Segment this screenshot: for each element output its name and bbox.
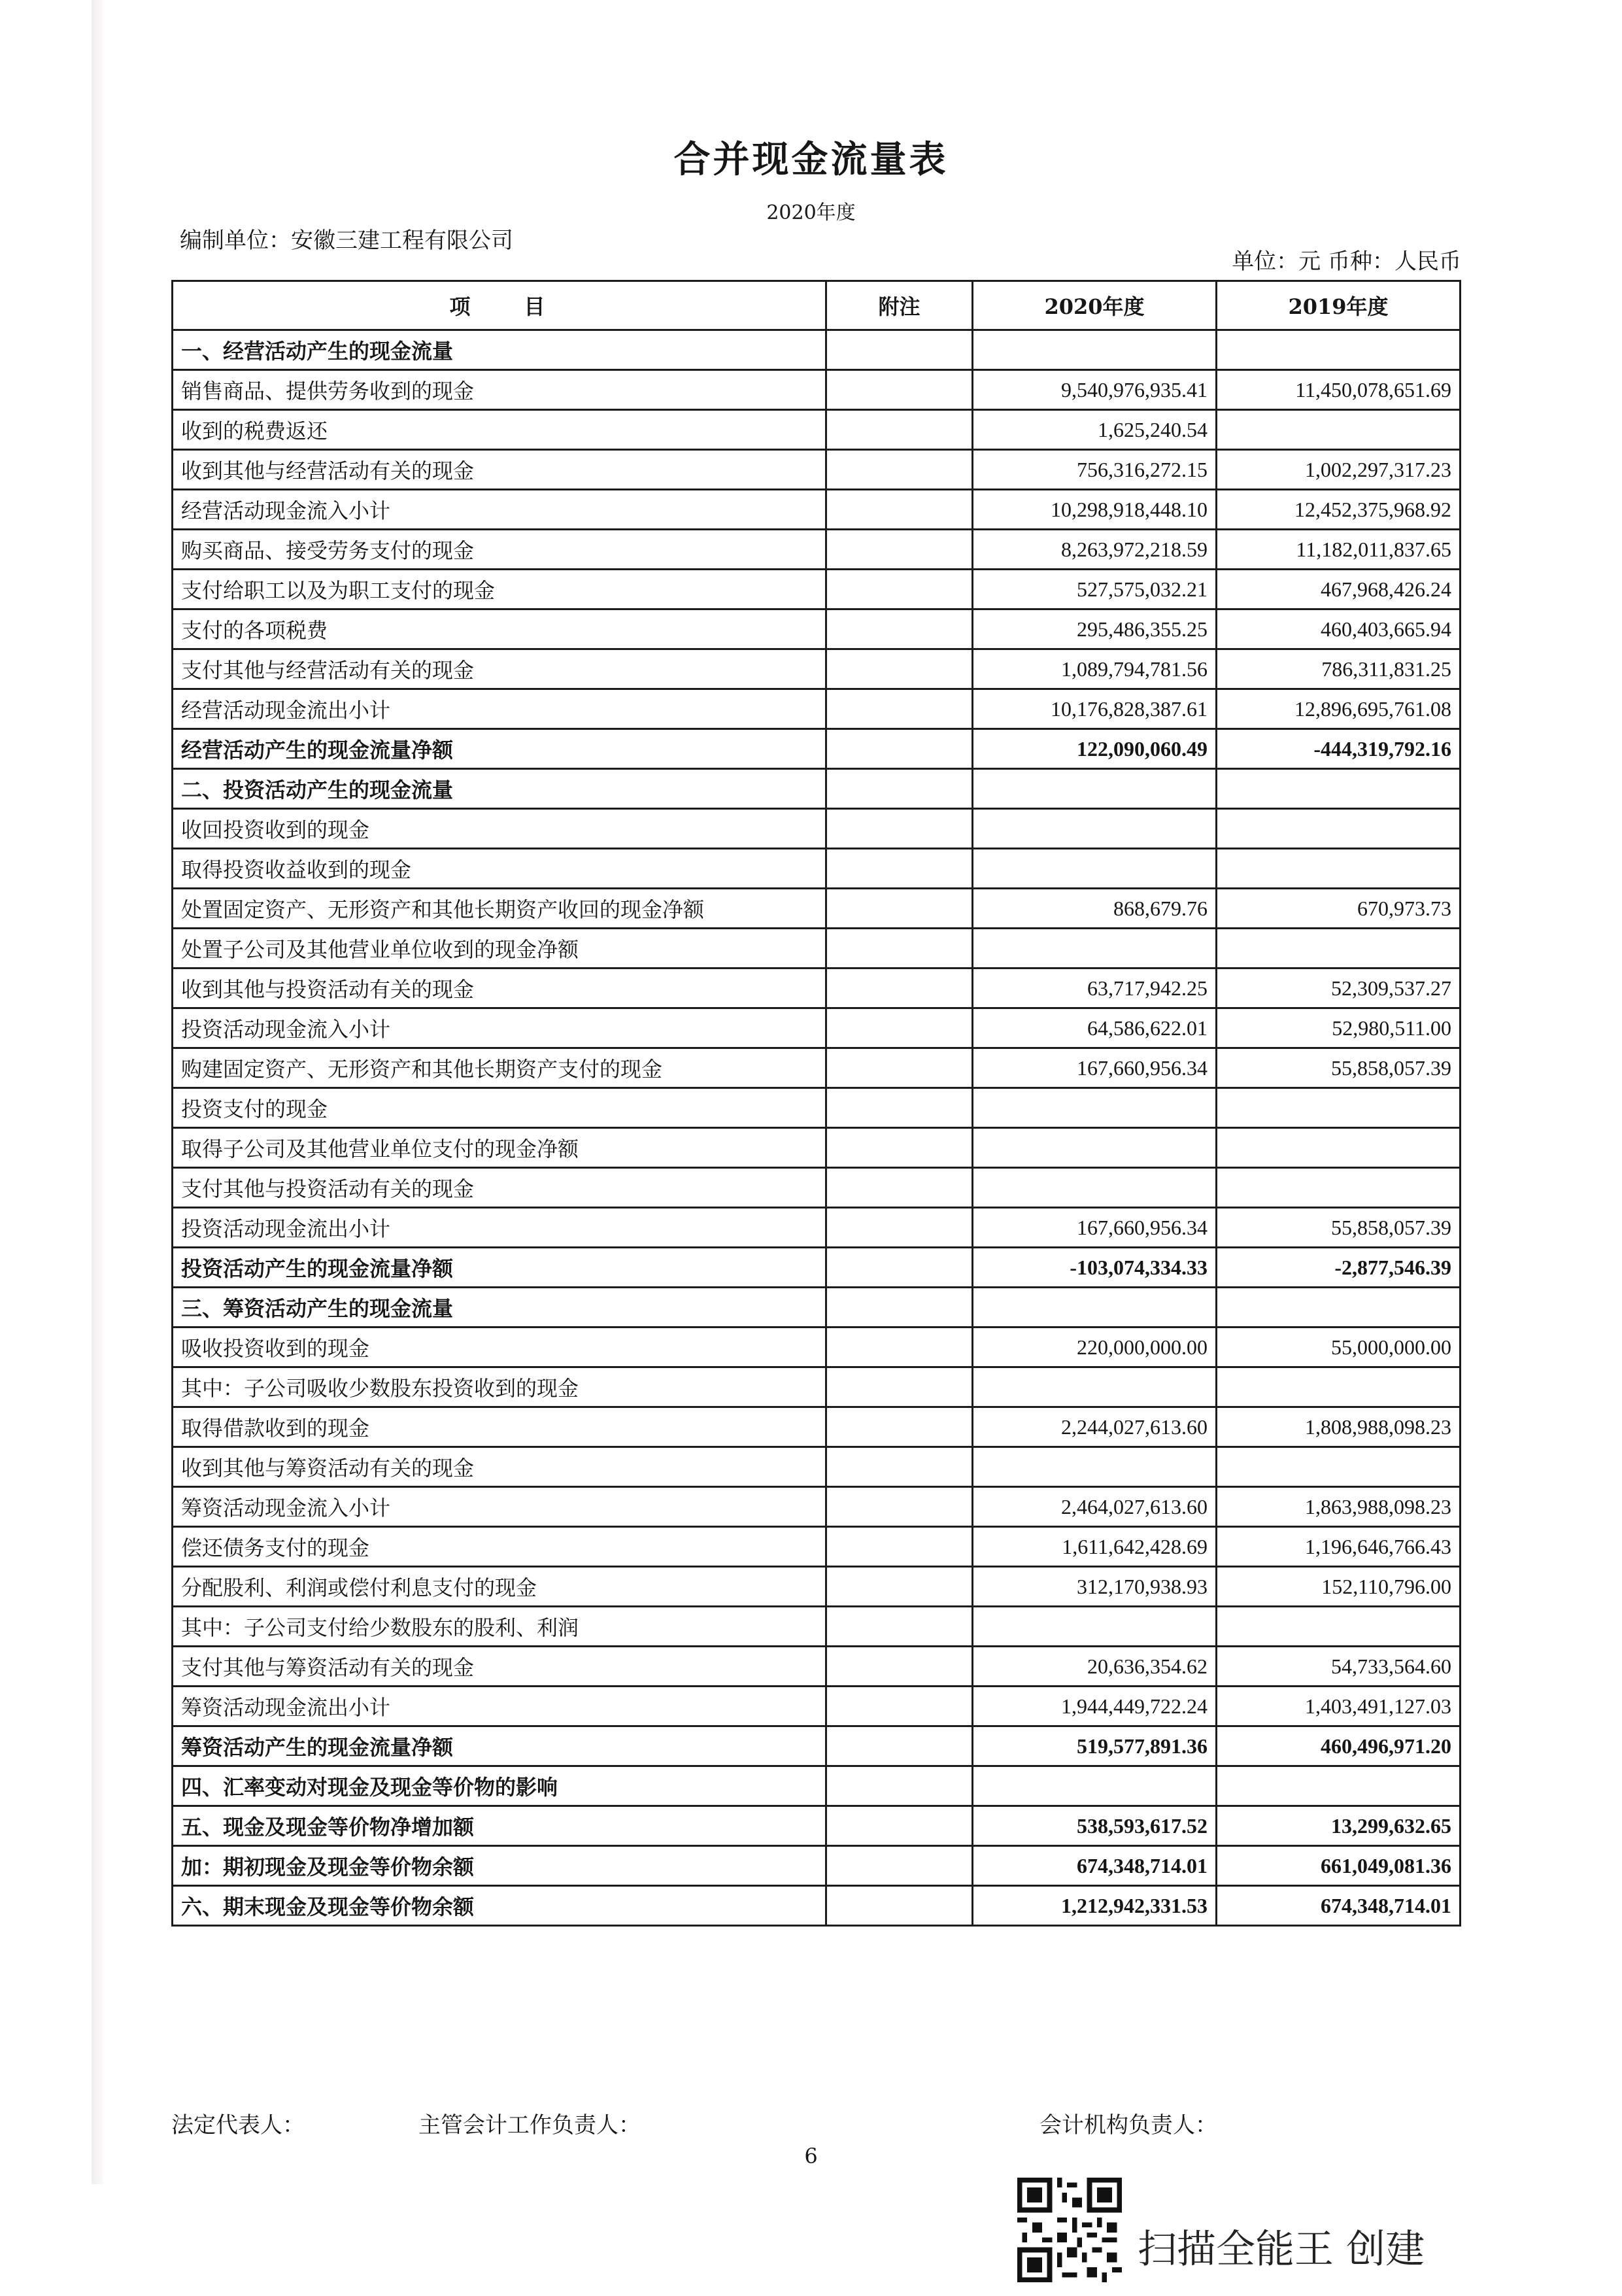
row-note — [826, 849, 973, 889]
column-header-2020: 2020年度 — [973, 281, 1217, 330]
row-value-2020: 519,577,891.36 — [973, 1726, 1217, 1766]
row-value-2020: 1,089,794,781.56 — [973, 649, 1217, 689]
row-value-2020 — [973, 1607, 1217, 1647]
row-label: 经营活动产生的现金流量净额 — [173, 729, 826, 769]
table-row — [173, 330, 1461, 370]
row-value-2019: 467,968,426.24 — [1217, 570, 1461, 609]
row-value-2019: 52,980,511.00 — [1217, 1008, 1461, 1048]
row-note — [826, 968, 973, 1008]
row-value-2019 — [1217, 769, 1461, 809]
row-note — [826, 929, 973, 968]
row-note — [826, 1328, 973, 1367]
row-note — [826, 1647, 973, 1687]
table-row — [173, 490, 1461, 530]
row-note — [826, 1687, 973, 1726]
row-label: 三、筹资活动产生的现金流量 — [173, 1288, 826, 1328]
row-value-2019: 1,002,297,317.23 — [1217, 450, 1461, 490]
row-note — [826, 889, 973, 929]
row-label: 收到其他与投资活动有关的现金 — [173, 968, 826, 1008]
table-row — [173, 1447, 1461, 1487]
row-label: 筹资活动产生的现金流量净额 — [173, 1726, 826, 1766]
row-label: 吸收投资收到的现金 — [173, 1328, 826, 1367]
row-value-2019: 1,863,988,098.23 — [1217, 1487, 1461, 1527]
qr-code-icon — [1017, 2178, 1122, 2282]
row-value-2020 — [973, 1766, 1217, 1806]
table-row — [173, 1846, 1461, 1886]
table-body — [173, 330, 1461, 1926]
row-value-2019 — [1217, 1766, 1461, 1806]
row-value-2019: 55,858,057.39 — [1217, 1208, 1461, 1248]
row-label: 支付的各项税费 — [173, 609, 826, 649]
row-value-2019: 54,733,564.60 — [1217, 1647, 1461, 1687]
row-label: 一、经营活动产生的现金流量 — [173, 330, 826, 370]
report-period: 2020年度 — [766, 201, 856, 224]
table-row — [173, 968, 1461, 1008]
row-label: 偿还债务支付的现金 — [173, 1527, 826, 1567]
row-note — [826, 729, 973, 769]
row-label: 投资活动现金流入小计 — [173, 1008, 826, 1048]
row-value-2020: 1,625,240.54 — [973, 410, 1217, 450]
row-value-2019 — [1217, 809, 1461, 849]
row-label: 处置固定资产、无形资产和其他长期资产收回的现金净额 — [173, 889, 826, 929]
row-value-2020 — [973, 330, 1217, 370]
row-value-2020: 167,660,956.34 — [973, 1048, 1217, 1088]
row-value-2020 — [973, 929, 1217, 968]
table-row — [173, 1008, 1461, 1048]
row-value-2020: 312,170,938.93 — [973, 1567, 1217, 1607]
row-label: 加：期初现金及现金等价物余额 — [173, 1846, 826, 1886]
row-value-2020 — [973, 1088, 1217, 1128]
row-value-2019: 12,452,375,968.92 — [1217, 490, 1461, 530]
row-value-2019: 55,000,000.00 — [1217, 1328, 1461, 1367]
table-row — [173, 1806, 1461, 1846]
table-row — [173, 1088, 1461, 1128]
row-value-2020: -103,074,334.33 — [973, 1248, 1217, 1288]
row-value-2020: 10,176,828,387.61 — [973, 689, 1217, 729]
row-label: 二、投资活动产生的现金流量 — [173, 769, 826, 809]
row-value-2019: 1,196,646,766.43 — [1217, 1527, 1461, 1567]
table-row — [173, 689, 1461, 729]
page-number: 6 — [804, 2144, 818, 2168]
row-value-2019 — [1217, 929, 1461, 968]
row-value-2019 — [1217, 1607, 1461, 1647]
row-value-2019 — [1217, 330, 1461, 370]
scanner-watermark: 扫描全能王 创建 — [1138, 2227, 1425, 2272]
row-label: 收到的税费返还 — [173, 410, 826, 450]
row-value-2020: 64,586,622.01 — [973, 1008, 1217, 1048]
row-note — [826, 570, 973, 609]
row-note — [826, 410, 973, 450]
row-value-2020: 122,090,060.49 — [973, 729, 1217, 769]
row-label: 购买商品、接受劳务支付的现金 — [173, 530, 826, 570]
row-value-2019: 12,896,695,761.08 — [1217, 689, 1461, 729]
table-row — [173, 1687, 1461, 1726]
row-label: 经营活动现金流入小计 — [173, 490, 826, 530]
row-value-2019: -2,877,546.39 — [1217, 1248, 1461, 1288]
table-row — [173, 1886, 1461, 1926]
row-value-2020: 2,244,027,613.60 — [973, 1407, 1217, 1447]
table-row — [173, 1407, 1461, 1447]
row-note — [826, 1726, 973, 1766]
row-value-2020: 674,348,714.01 — [973, 1846, 1217, 1886]
row-value-2020 — [973, 1447, 1217, 1487]
row-value-2019: 786,311,831.25 — [1217, 649, 1461, 689]
column-header-note: 附注 — [826, 281, 973, 330]
row-label: 五、现金及现金等价物净增加额 — [173, 1806, 826, 1846]
row-value-2019: 661,049,081.36 — [1217, 1846, 1461, 1886]
row-value-2019: 55,858,057.39 — [1217, 1048, 1461, 1088]
row-label: 收回投资收到的现金 — [173, 809, 826, 849]
row-label: 处置子公司及其他营业单位收到的现金净额 — [173, 929, 826, 968]
row-label: 收到其他与经营活动有关的现金 — [173, 450, 826, 490]
row-value-2020: 220,000,000.00 — [973, 1328, 1217, 1367]
row-note — [826, 1128, 973, 1168]
row-label: 收到其他与筹资活动有关的现金 — [173, 1447, 826, 1487]
row-note — [826, 1447, 973, 1487]
row-note — [826, 1806, 973, 1846]
row-value-2019: 674,348,714.01 — [1217, 1886, 1461, 1926]
row-note — [826, 1487, 973, 1527]
row-note — [826, 1886, 973, 1926]
table-row — [173, 1128, 1461, 1168]
row-value-2019: 460,403,665.94 — [1217, 609, 1461, 649]
row-label: 经营活动现金流出小计 — [173, 689, 826, 729]
row-value-2020: 1,611,642,428.69 — [973, 1527, 1217, 1567]
row-label: 分配股利、利润或偿付利息支付的现金 — [173, 1567, 826, 1607]
row-value-2020 — [973, 809, 1217, 849]
row-note — [826, 1048, 973, 1088]
row-label: 销售商品、提供劳务收到的现金 — [173, 370, 826, 410]
row-note — [826, 1088, 973, 1128]
row-note — [826, 1567, 973, 1607]
table-row — [173, 1248, 1461, 1288]
row-value-2020: 295,486,355.25 — [973, 609, 1217, 649]
row-value-2020: 167,660,956.34 — [973, 1208, 1217, 1248]
page-title: 合并现金流量表 — [673, 138, 949, 181]
table-row — [173, 1607, 1461, 1647]
table-row — [173, 929, 1461, 968]
row-label: 支付其他与筹资活动有关的现金 — [173, 1647, 826, 1687]
row-value-2019 — [1217, 1168, 1461, 1208]
table-row — [173, 809, 1461, 849]
row-value-2020: 2,464,027,613.60 — [973, 1487, 1217, 1527]
row-note — [826, 609, 973, 649]
row-note — [826, 1766, 973, 1806]
reporting-entity: 编制单位：安徽三建工程有限公司 — [180, 228, 513, 254]
accounting-dept-head-label: 会计机构负责人： — [1039, 2112, 1217, 2138]
row-value-2020: 868,679.76 — [973, 889, 1217, 929]
row-value-2019: 1,808,988,098.23 — [1217, 1407, 1461, 1447]
row-value-2019 — [1217, 1088, 1461, 1128]
row-value-2020: 1,944,449,722.24 — [973, 1687, 1217, 1726]
scan-edge-shadow — [92, 0, 103, 2184]
row-note — [826, 1208, 973, 1248]
row-value-2020: 9,540,976,935.41 — [973, 370, 1217, 410]
row-label: 取得借款收到的现金 — [173, 1407, 826, 1447]
row-value-2019: 13,299,632.65 — [1217, 1806, 1461, 1846]
row-value-2019: 152,110,796.00 — [1217, 1567, 1461, 1607]
currency-unit: 单位：元 币种：人民币 — [1232, 248, 1461, 275]
row-note — [826, 370, 973, 410]
row-label: 购建固定资产、无形资产和其他长期资产支付的现金 — [173, 1048, 826, 1088]
table-row — [173, 370, 1461, 410]
row-note — [826, 1607, 973, 1647]
row-value-2019 — [1217, 1288, 1461, 1328]
table-row — [173, 1726, 1461, 1766]
row-value-2020: 1,212,942,331.53 — [973, 1886, 1217, 1926]
row-note — [826, 1288, 973, 1328]
row-value-2019: 460,496,971.20 — [1217, 1726, 1461, 1766]
row-value-2020 — [973, 1288, 1217, 1328]
table-row — [173, 1647, 1461, 1687]
column-header-2019: 2019年度 — [1217, 281, 1461, 330]
row-value-2019 — [1217, 1367, 1461, 1407]
table-row — [173, 1048, 1461, 1088]
row-value-2020 — [973, 1168, 1217, 1208]
row-value-2020: 756,316,272.15 — [973, 450, 1217, 490]
table-row — [173, 410, 1461, 450]
row-value-2020 — [973, 1367, 1217, 1407]
row-note — [826, 1008, 973, 1048]
row-note — [826, 809, 973, 849]
table-row — [173, 849, 1461, 889]
row-label: 支付给职工以及为职工支付的现金 — [173, 570, 826, 609]
table-row — [173, 1367, 1461, 1407]
row-value-2019: 11,450,078,651.69 — [1217, 370, 1461, 410]
row-value-2019: 11,182,011,837.65 — [1217, 530, 1461, 570]
row-label: 六、期末现金及现金等价物余额 — [173, 1886, 826, 1926]
table-row — [173, 1766, 1461, 1806]
row-note — [826, 330, 973, 370]
table-row — [173, 1328, 1461, 1367]
row-value-2020: 538,593,617.52 — [973, 1806, 1217, 1846]
row-value-2019: 670,973.73 — [1217, 889, 1461, 929]
row-label: 投资支付的现金 — [173, 1088, 826, 1128]
accounting-head-label: 主管会计工作负责人： — [418, 2112, 641, 2138]
table-row — [173, 450, 1461, 490]
row-value-2020 — [973, 769, 1217, 809]
row-label: 支付其他与投资活动有关的现金 — [173, 1168, 826, 1208]
row-label: 其中：子公司吸收少数股东投资收到的现金 — [173, 1367, 826, 1407]
row-value-2019 — [1217, 849, 1461, 889]
row-value-2020: 63,717,942.25 — [973, 968, 1217, 1008]
row-note — [826, 1407, 973, 1447]
cash-flow-table — [171, 280, 1461, 1927]
table-row — [173, 889, 1461, 929]
row-label: 其中：子公司支付给少数股东的股利、利润 — [173, 1607, 826, 1647]
row-label: 支付其他与经营活动有关的现金 — [173, 649, 826, 689]
row-label: 筹资活动现金流入小计 — [173, 1487, 826, 1527]
table-row — [173, 769, 1461, 809]
row-value-2020: 20,636,354.62 — [973, 1647, 1217, 1687]
row-value-2019 — [1217, 1447, 1461, 1487]
row-label: 投资活动现金流出小计 — [173, 1208, 826, 1248]
row-label: 投资活动产生的现金流量净额 — [173, 1248, 826, 1288]
row-label: 取得投资收益收到的现金 — [173, 849, 826, 889]
row-note — [826, 1168, 973, 1208]
table-row — [173, 649, 1461, 689]
row-note — [826, 1248, 973, 1288]
table-row — [173, 1487, 1461, 1527]
row-value-2020 — [973, 849, 1217, 889]
row-value-2019: 1,403,491,127.03 — [1217, 1687, 1461, 1726]
row-note — [826, 769, 973, 809]
legal-representative-label: 法定代表人： — [171, 2112, 305, 2138]
table-row — [173, 1208, 1461, 1248]
table-row — [173, 1527, 1461, 1567]
table-row — [173, 1288, 1461, 1328]
row-note — [826, 1527, 973, 1567]
table-row — [173, 729, 1461, 769]
row-value-2019 — [1217, 1128, 1461, 1168]
row-value-2019: 52,309,537.27 — [1217, 968, 1461, 1008]
table-row — [173, 570, 1461, 609]
row-value-2020: 8,263,972,218.59 — [973, 530, 1217, 570]
row-value-2019: -444,319,792.16 — [1217, 729, 1461, 769]
table-row — [173, 1168, 1461, 1208]
row-label: 取得子公司及其他营业单位支付的现金净额 — [173, 1128, 826, 1168]
row-value-2020 — [973, 1128, 1217, 1168]
row-note — [826, 490, 973, 530]
table-header-row — [173, 281, 1461, 330]
row-value-2020: 527,575,032.21 — [973, 570, 1217, 609]
row-note — [826, 530, 973, 570]
row-value-2019 — [1217, 410, 1461, 450]
row-value-2020: 10,298,918,448.10 — [973, 490, 1217, 530]
row-note — [826, 649, 973, 689]
row-note — [826, 1367, 973, 1407]
row-note — [826, 689, 973, 729]
table-row — [173, 1567, 1461, 1607]
row-label: 筹资活动现金流出小计 — [173, 1687, 826, 1726]
table-row — [173, 530, 1461, 570]
row-label: 四、汇率变动对现金及现金等价物的影响 — [173, 1766, 826, 1806]
table-row — [173, 609, 1461, 649]
row-note — [826, 450, 973, 490]
row-note — [826, 1846, 973, 1886]
column-header-item: 项 目 — [173, 281, 826, 330]
